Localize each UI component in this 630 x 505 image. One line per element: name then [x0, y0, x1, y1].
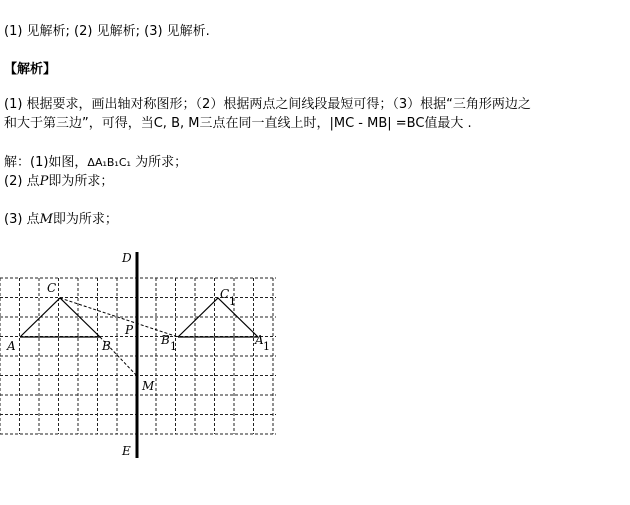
- label-a1-sub: 1: [263, 340, 270, 353]
- label-a1: A: [255, 333, 264, 347]
- label-c: C: [47, 281, 57, 295]
- analysis-line-2: 和大于第三边”，可得，当C, B, M三点在同一直线上时，|MC - MB| =BC值最大 .: [4, 116, 472, 131]
- label-m: M: [142, 379, 155, 393]
- label-b1: B: [161, 333, 170, 347]
- label-e: E: [122, 444, 131, 458]
- answer-line: (1) 见解析; (2) 见解析; (3) 见解析.: [4, 24, 210, 39]
- label-b1-sub: 1: [170, 340, 177, 353]
- point-m-prefix: (3) 点: [4, 212, 40, 227]
- label-a: A: [7, 339, 16, 353]
- point-m-line: [4, 212, 118, 228]
- point-p-prefix: (2) 点: [4, 174, 40, 189]
- label-p: P: [125, 323, 134, 337]
- point-m-suffix: 即为所求；: [52, 212, 118, 227]
- point-p-name: P: [39, 174, 49, 189]
- point-p-suffix: 即为所求；: [48, 174, 114, 189]
- point-p-line: [4, 174, 113, 190]
- solution-prefix: 解：(1)如图，: [4, 155, 88, 170]
- point-m-name: M: [39, 212, 53, 227]
- solution-suffix: 为所求；: [130, 155, 188, 170]
- analysis-line-1: (1) 根据要求，画出轴对称图形；（2）根据两点之间线段最短可得；（3）根据“三角形两边之: [4, 97, 531, 112]
- label-b: B: [102, 339, 111, 353]
- section-title: 【解析】: [4, 62, 57, 77]
- geometry-figure: [0, 240, 300, 475]
- solution-line: [4, 155, 187, 171]
- solution-triangle: ΔA₁B₁C₁: [87, 156, 131, 169]
- label-c1-sub: 1: [229, 295, 236, 308]
- label-c1: C: [220, 287, 230, 301]
- label-d: D: [122, 251, 132, 265]
